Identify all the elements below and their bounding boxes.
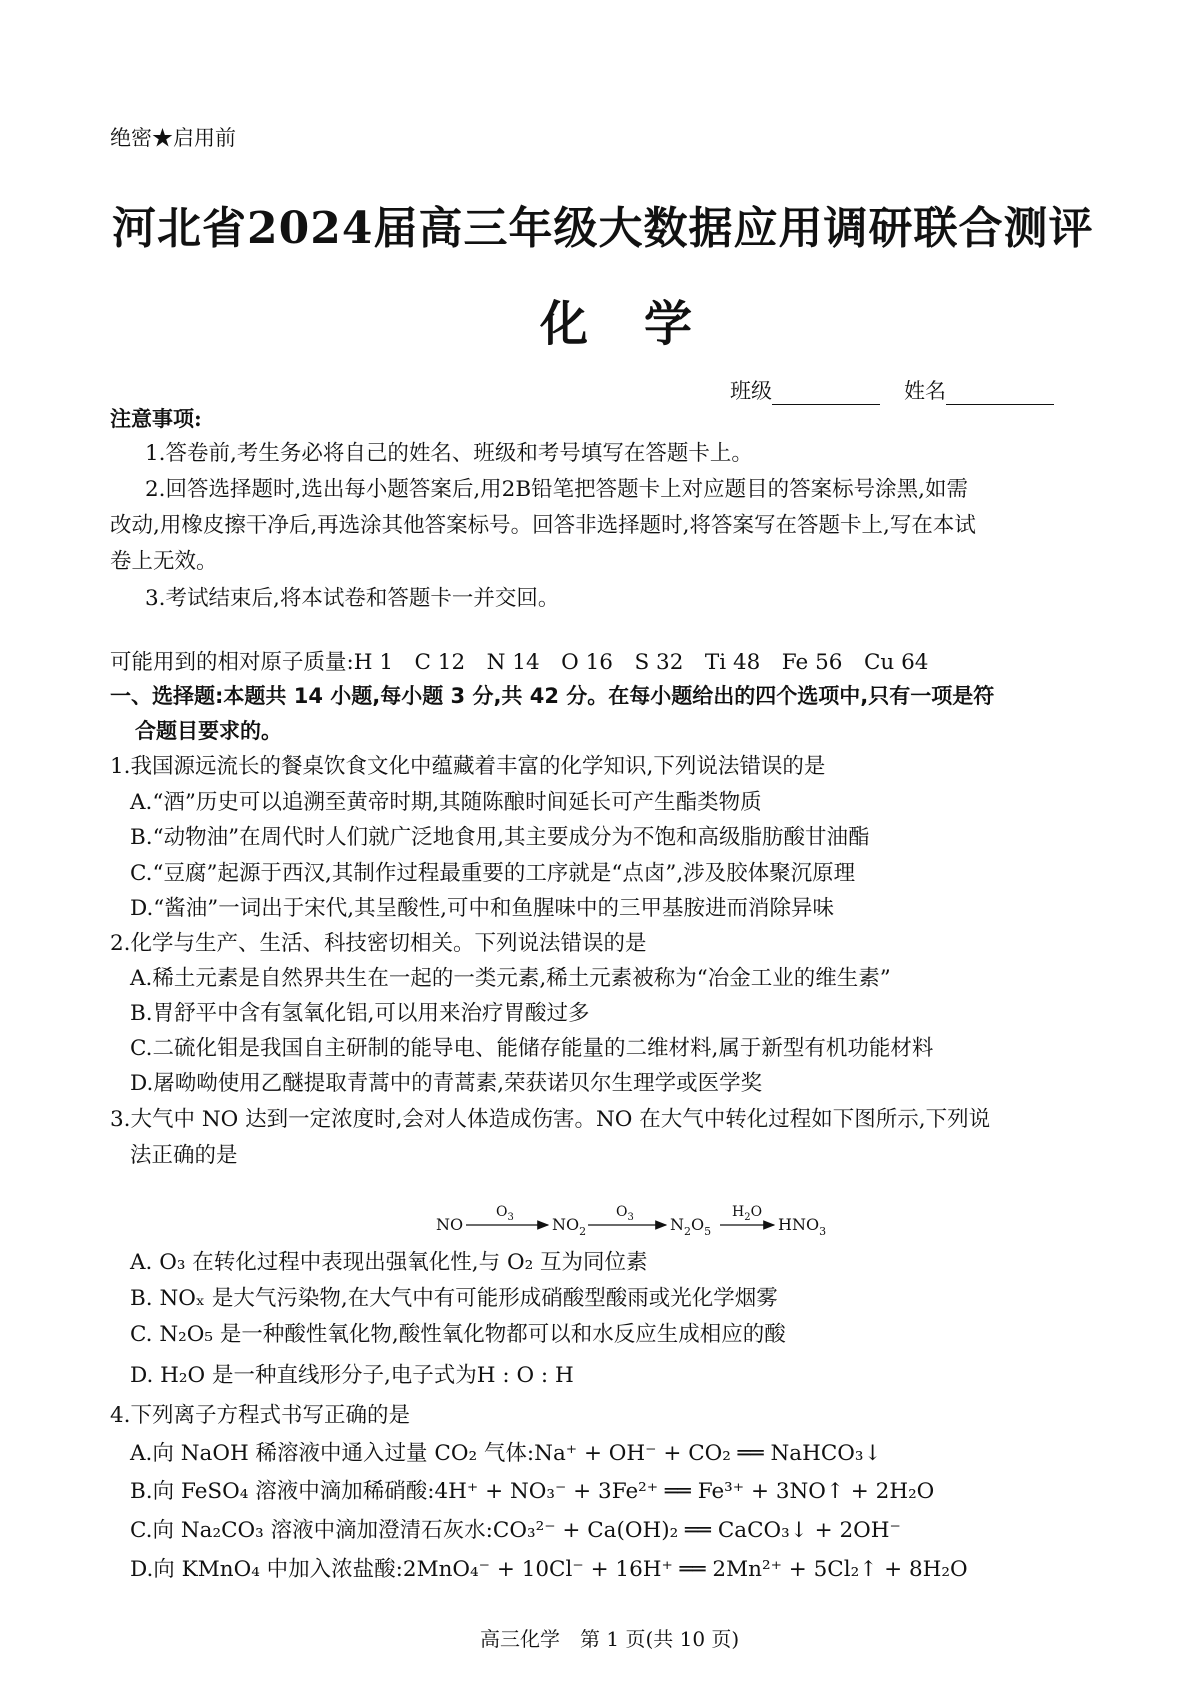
name-label: 姓名 bbox=[904, 379, 946, 403]
question-3-option-b: B. NOₓ 是大气污染物,在大气中有可能形成硝酸型酸雨或光化学烟雾 bbox=[130, 1286, 778, 1311]
notice-item-2: 2.回答选择题时,选出每小题答案后,用2B铅笔把答题卡上对应题目的答案标号涂黑,如需 bbox=[145, 477, 968, 502]
subject-title: 化学 bbox=[540, 296, 749, 352]
question-4-option-c: C.向 Na₂CO₃ 溶液中滴加澄清石灰水:CO₃²⁻ + Ca(OH)₂ ══ CaCO₃↓ + 2OH⁻ bbox=[130, 1518, 901, 1543]
class-label: 班级 bbox=[730, 379, 772, 403]
exam-title: 河北省2024届高三年级大数据应用调研联合测评 bbox=[112, 203, 1094, 254]
question-1-option-c: C.“豆腐”起源于西汉,其制作过程最重要的工序就是“点卤”,涉及胶体聚沉原理 bbox=[130, 861, 856, 886]
question-1-option-d: D.“酱油”一词出于宋代,其呈酸性,可中和鱼腥味中的三甲基胺进而消除异味 bbox=[130, 896, 834, 921]
question-2-option-a: A.稀土元素是自然界共生在一起的一类元素,稀土元素被称为“冶金工业的维生素” bbox=[130, 966, 891, 991]
class-blank[interactable] bbox=[772, 384, 880, 405]
class-name-fields bbox=[730, 375, 1078, 405]
diagram-arrow-2-label: $O_3$ bbox=[616, 1204, 634, 1223]
section-1-heading: 一、选择题:本题共 14 小题,每小题 3 分,共 42 分。在每小题给出的四个选项中,只有一项是符 bbox=[110, 684, 995, 708]
question-4-stem: 4.下列离子方程式书写正确的是 bbox=[110, 1403, 411, 1428]
section-1-heading-cont: 合题目要求的。 bbox=[135, 719, 282, 743]
question-1-stem: 1.我国源远流长的餐桌饮食文化中蕴藏着丰富的化学知识,下列说法错误的是 bbox=[110, 754, 826, 779]
question-3-option-c: C. N₂O₅ 是一种酸性氧化物,酸性氧化物都可以和水反应生成相应的酸 bbox=[130, 1322, 786, 1347]
question-3-option-d: D. H₂O 是一种直线形分子,电子式为H : O : H bbox=[130, 1363, 574, 1388]
diagram-arrow-1-label: $O_3$ bbox=[496, 1204, 514, 1223]
question-4-option-a: A.向 NaOH 稀溶液中通入过量 CO₂ 气体:Na⁺ + OH⁻ + CO₂ ══ NaHCO₃↓ bbox=[130, 1441, 882, 1466]
question-3-option-a: A. O₃ 在转化过程中表现出强氧化性,与 O₂ 互为同位素 bbox=[130, 1250, 648, 1275]
question-2-option-c: C.二硫化钼是我国自主研制的能导电、能储存能量的二维材料,属于新型有机功能材料 bbox=[130, 1036, 934, 1061]
diagram-node-no: NO bbox=[436, 1215, 464, 1234]
question-4-option-d: D.向 KMnO₄ 中加入浓盐酸:2MnO₄⁻ + 10Cl⁻ + 16H⁺ ══ 2Mn²⁺ + 5Cl₂↑ + 8H₂O bbox=[130, 1557, 968, 1582]
notice-item-3: 3.考试结束后,将本试卷和答题卡一并交回。 bbox=[145, 586, 560, 611]
diagram-node-hno3: $HNO_3$ bbox=[778, 1215, 827, 1238]
page-footer: 高三化学 第 1 页(共 10 页) bbox=[480, 1627, 740, 1651]
notice-item-2-cont: 改动,用橡皮擦干净后,再选涂其他答案标号。回答非选择题时,将答案写在答题卡上,写在本试 bbox=[110, 513, 976, 538]
notice-item-2-end: 卷上无效。 bbox=[110, 549, 218, 574]
name-blank[interactable] bbox=[946, 384, 1054, 405]
diagram-node-no2: $NO_2$ bbox=[552, 1215, 587, 1238]
notice-item-1: 1.答卷前,考生务必将自己的姓名、班级和考号填写在答题卡上。 bbox=[145, 441, 753, 466]
question-2-option-d: D.屠呦呦使用乙醚提取青蒿中的青蒿素,荣获诺贝尔生理学或医学奖 bbox=[130, 1071, 763, 1096]
question-1-option-a: A.“酒”历史可以追溯至黄帝时期,其随陈酿时间延长可产生酯类物质 bbox=[130, 790, 762, 815]
atomic-masses: 可能用到的相对原子质量:H 1 C 12 N 14 O 16 S 32 Ti 48 Fe 56 Cu 64 bbox=[110, 650, 929, 675]
question-1-option-b: B.“动物油”在周代时人们就广泛地食用,其主要成分为不饱和高级脂肪酸甘油酯 bbox=[130, 825, 870, 850]
question-2-stem: 2.化学与生产、生活、科技密切相关。下列说法错误的是 bbox=[110, 931, 647, 956]
notice-title: 注意事项: bbox=[110, 406, 202, 431]
diagram-arrow-3-label: $H_2O$ bbox=[732, 1204, 763, 1223]
question-4-option-b: B.向 FeSO₄ 溶液中滴加稀硝酸:4H⁺ + NO₃⁻ + 3Fe²⁺ ══ Fe³⁺ + 3NO↑ + 2H₂O bbox=[130, 1479, 935, 1504]
diagram-node-n2o5: $N_2O_5$ bbox=[670, 1215, 712, 1238]
confidential-label: 绝密★启用前 bbox=[110, 126, 236, 150]
question-3-stem-cont: 法正确的是 bbox=[130, 1143, 238, 1168]
question-3-stem: 3.大气中 NO 达到一定浓度时,会对人体造成伤害。NO 在大气中转化过程如下图所示,下列说 bbox=[110, 1107, 991, 1132]
question-2-option-b: B.胃舒平中含有氢氧化铝,可以用来治疗胃酸过多 bbox=[130, 1001, 590, 1026]
no-conversion-diagram bbox=[436, 1190, 836, 1240]
